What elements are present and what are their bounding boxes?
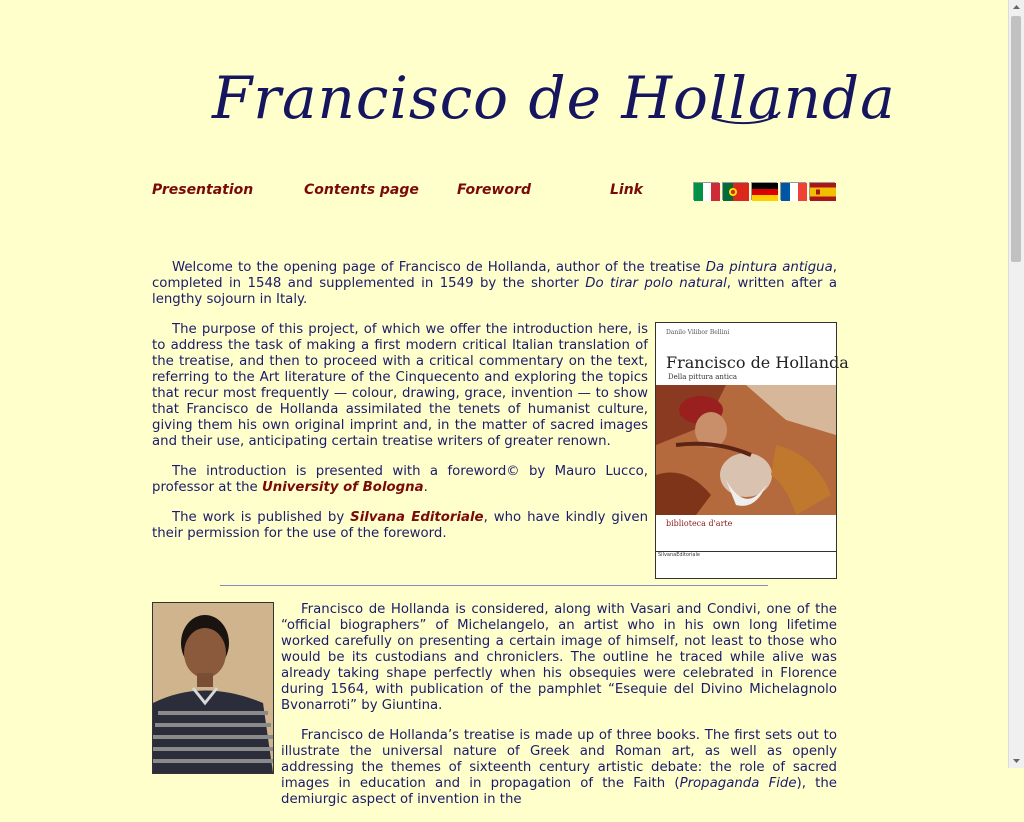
cover-author: Danilo Vilibor Bellini [666,329,730,336]
german-flag-icon[interactable] [751,182,777,200]
cover-painting [656,385,836,515]
author-photo [152,602,274,774]
university-of-bologna-link[interactable]: University of Bologna [261,480,424,495]
nav-link[interactable]: Link [610,182,643,198]
scrollbar-thumb[interactable] [1011,16,1021,262]
site-logo [212,56,896,146]
silvana-editoriale-link[interactable]: Silvana Editoriale [350,510,484,525]
biography-paragraph: Francisco de Hollanda is considered, along with Vasari and Condivi, one of the “official biographers” of Michelangelo, an artist who in his own long lifetime worked carefully on presenting a certain image of himself, not least to those who would be its custodians and chroniclers. The outline he traced while alive was already taking shape perfectly when his obsequies were celebrated in Florence during 1564, with publication of the pamphlet “Esequie del Divino Michelagnolo Bvonarroti” by Giuntina. [281,602,837,713]
foreword-paragraph: The introduction is presented with a foreword© by Mauro Lucco, professor at the University of Bologna. [152,464,648,495]
biography-section [281,602,837,822]
publisher-paragraph: The work is published by Silvana Editoriale, who have kindly given their permission for the use of the foreword. [152,510,648,541]
cover-title: Francisco de Hollanda [666,353,849,372]
vertical-scrollbar[interactable] [1008,0,1024,768]
scroll-down-icon[interactable] [1009,753,1024,768]
logo-text: Francisco de Hollanda [212,64,896,132]
book-cover-image [655,322,849,579]
nav-contents-page[interactable]: Contents page [304,182,419,198]
spanish-flag-icon[interactable] [809,182,835,200]
intro-paragraph [152,260,837,308]
project-description [152,322,648,556]
purpose-paragraph: The purpose of this project, of which we offer the introduction here, is to address the task of making a first modern critical Italian translation of the treatise, and then to proceed with a critical commentary on the text, referring to the Art literature of the Cinquecento and exploring the topics that recur most frequently — colour, drawing, grace, invention — to show that Francisco de Hollanda assimilated the tenets of humanist culture, giving them his own original imprint and, in the matter of sacred images and their use, anticipating certain treatise writers of greater renown. [152,322,648,449]
cover-subtitle: Della pittura antica [668,373,738,381]
scroll-up-icon[interactable] [1009,0,1024,15]
section-divider [220,585,768,586]
nav-presentation[interactable]: Presentation [152,182,254,198]
nav-foreword[interactable]: Foreword [457,182,531,198]
treatise-paragraph: Francisco de Hollanda’s treatise is made up of three books. The first sets out to illustrate the universal nature of Greek and Roman art, as well as openly addressing the themes of sixteenth century artistic debate: the role of sacred images in education and in propagation of the Faith (Propaganda Fide), the demiurgic aspect of invention in the [281,728,837,807]
french-flag-icon[interactable] [780,182,806,200]
italian-flag-icon[interactable] [693,182,719,200]
intro-text: Welcome to the opening page of Francisco de Hollanda, author of the treatise Da pintura antigua, completed in 1548 and supplemented in 1549 by the shorter Do tirar polo natural, written after a lengthy sojourn in Italy. [152,260,837,307]
cover-publisher: SilvanaEditoriale [658,552,700,558]
main-nav [152,182,837,204]
portuguese-flag-icon[interactable] [722,182,748,200]
cover-series: biblioteca d'arte [666,519,733,528]
